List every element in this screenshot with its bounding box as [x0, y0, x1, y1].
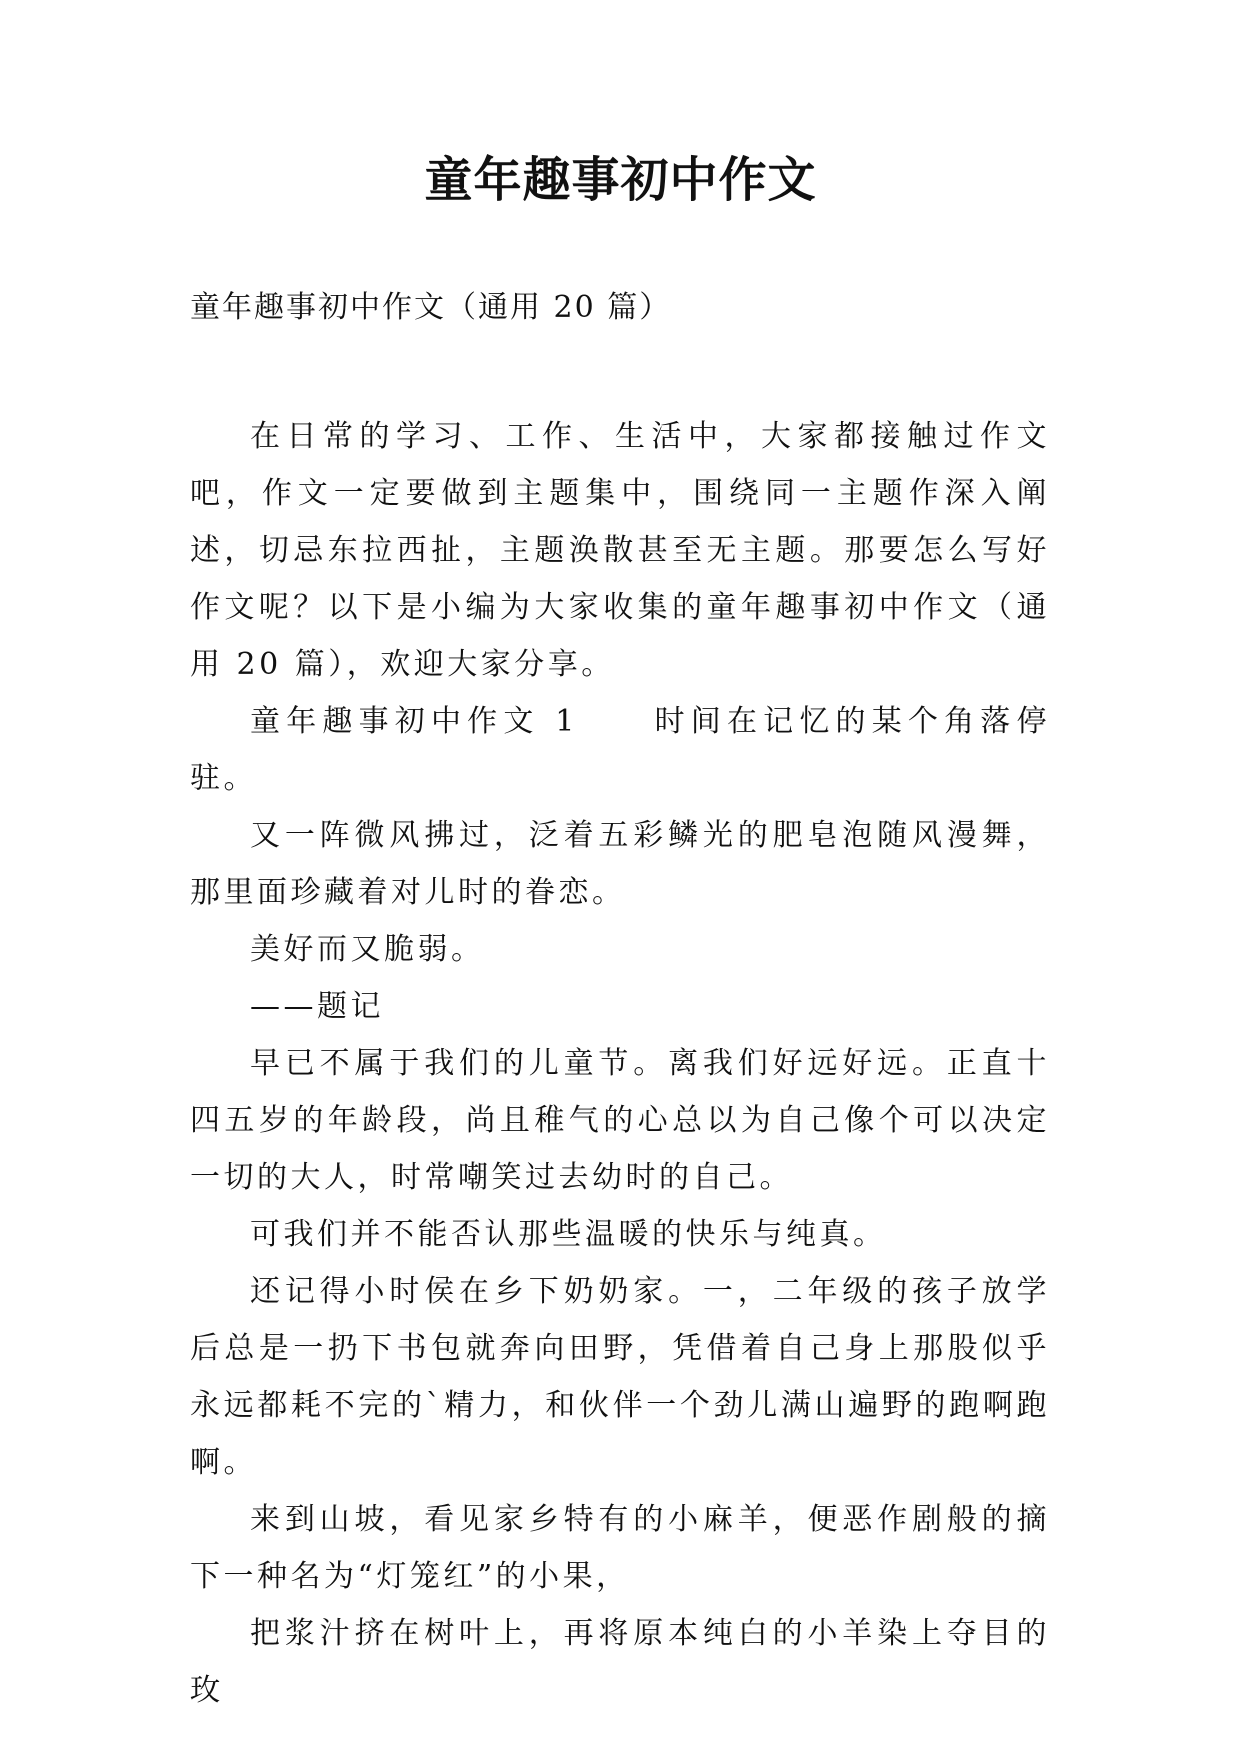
essay-paragraph: 还记得小时侯在乡下奶奶家。一，二年级的孩子放学后总是一扔下书包就奔向田野，凭借着自己身上那股似乎永远都耗不完的`精力，和伙伴一个劲儿满山遍野的跑啊跑啊。 — [190, 1274, 1050, 1480]
essay-heading-line — [190, 693, 1050, 807]
essay-paragraph: 可我们并不能否认那些温暖的快乐与纯真。 — [250, 1217, 887, 1252]
essay-epigraph-attribution: ——题记 — [250, 989, 384, 1024]
essay-paragraph: 美好而又脆弱。 — [250, 932, 485, 967]
essay-paragraph: 来到山坡，看见家乡特有的小麻羊，便恶作剧般的摘下一种名为“灯笼红”的小果， — [190, 1502, 1050, 1594]
essay-paragraph: 又一阵微风拂过，泛着五彩鳞光的肥皂泡随风漫舞，那里面珍藏着对儿时的眷恋。 — [190, 818, 1050, 910]
document-body — [190, 408, 1050, 1719]
document-title: 童年趣事初中作文 — [424, 152, 817, 208]
essay-paragraph: 早已不属于我们的儿童节。离我们好远好远。正直十四五岁的年龄段，尚且稚气的心总以为自己像个可以决定一切的大人，时常嘲笑过去幼时的自己。 — [190, 1046, 1050, 1195]
essay-heading: 童年趣事初中作文 1 — [250, 704, 578, 739]
intro-paragraph: 在日常的学习、工作、生活中，大家都接触过作文吧，作文一定要做到主题集中，围绕同一主题作深入阐述，切忌东拉西扯，主题涣散甚至无主题。那要怎么写好作文呢？以下是小编为大家收集的童年趣事初中作文（通用 20 篇），欢迎大家分享。 — [190, 419, 1050, 682]
essay-paragraph: 把浆汁挤在树叶上，再将原本纯白的小羊染上夺目的玫 — [190, 1616, 1050, 1708]
document-subtitle: 童年趣事初中作文（通用 20 篇） — [190, 290, 672, 325]
essay-opening: 时间在记忆的某个角落停驻。 — [190, 704, 1051, 796]
